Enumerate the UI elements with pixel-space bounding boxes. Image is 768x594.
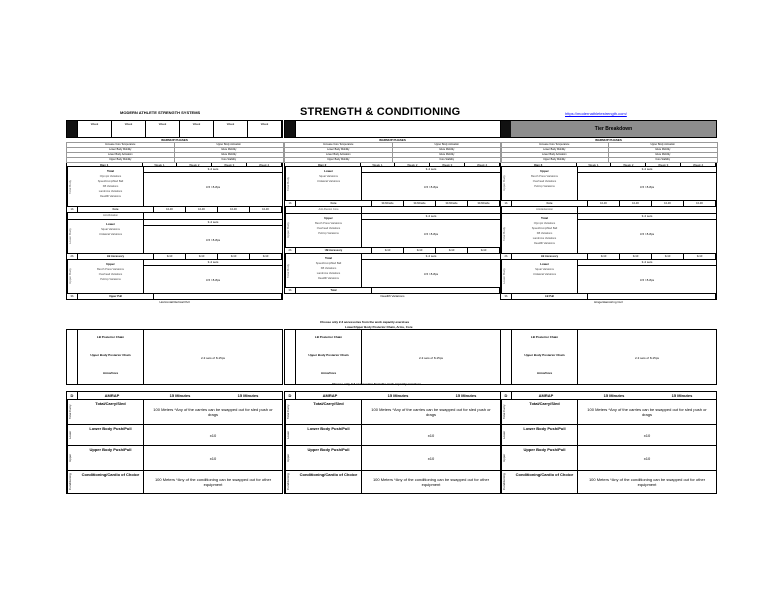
finisher-rx: 100 Meters *Any of the carries can be swapped out for sled push or drags: [587, 407, 707, 417]
column-header: [284, 120, 501, 138]
exercise-item: KB Variations: [102, 185, 119, 188]
week-value: 3x10: [154, 254, 186, 259]
week-value: 10-30: [218, 207, 250, 212]
exercise-item: Landmine Variations: [316, 272, 341, 275]
exercise-item: Pull-Up Variations: [534, 185, 555, 188]
exercise-block: [284, 214, 501, 248]
day-column: [66, 120, 283, 491]
sets-rx: 3-4 sets: [144, 220, 282, 226]
warmup-cell: Lower Body Mobility: [284, 147, 394, 153]
finisher-rx: x10: [209, 432, 217, 438]
finisher-row: [67, 400, 282, 425]
block-num: 1b: [501, 201, 512, 206]
block-name: Total: [541, 216, 548, 220]
finisher-row: [285, 400, 500, 425]
block-num: 2b: [501, 254, 512, 259]
sets-rx: 3-4 sets: [362, 214, 500, 220]
exercise-item: Deadlift Variations: [318, 277, 339, 280]
brand-name: MODERN ATHLETE STRENGTH SYSTEMS: [120, 110, 201, 115]
finisher-row: [501, 425, 716, 446]
exercise-item: Anti-Rotation: [103, 214, 118, 217]
sets-rx: 3-4 sets: [144, 167, 282, 173]
finisher-block: [66, 391, 283, 494]
finisher-name: Lower Body Push/Pull: [296, 425, 362, 445]
finisher-rx: x10: [643, 455, 651, 461]
warmup-cell: Glute Mobility: [392, 152, 502, 158]
finisher-label: Lower: [67, 425, 78, 445]
exercise-item: Anti-Flexion Core: [318, 208, 339, 211]
day-row-cell: Week 1: [143, 163, 178, 166]
finisher-name: Conditioning/Cardio of Choice: [296, 471, 362, 493]
week-value: 30-60/side: [468, 201, 500, 206]
week-value: 10-30: [154, 207, 186, 212]
finisher-block: [500, 391, 717, 494]
reps-rx: 3-5 / 8-8ps: [639, 278, 655, 282]
week-value: 3x10: [468, 248, 500, 253]
block-name: UB Accessory: [296, 248, 372, 253]
reps-rx: 3-5 / 8-8ps: [205, 185, 221, 189]
exercise-item: Speed/Jump/Med Ball: [315, 262, 342, 265]
exercise-item: Squat Variations: [101, 228, 120, 231]
day-row-cell: Week 3: [212, 163, 247, 166]
header-side: [501, 121, 511, 137]
block-label: Upper Body: [67, 260, 78, 293]
warmup-cell: Glute Mobility: [174, 152, 284, 158]
sets-rx: 3-4 sets: [578, 167, 716, 173]
reps-rx: 3-5 / 8-8ps: [205, 238, 221, 242]
block-items: [66, 213, 283, 220]
warmup-cell: Core Stability: [174, 157, 284, 163]
block-name: Total: [296, 288, 372, 293]
finisher-rx: x10: [643, 432, 651, 438]
exercise-item: KB Variations: [320, 267, 337, 270]
finisher-name: Lower Body Push/Pull: [78, 425, 144, 445]
block-label: Upper Body: [285, 214, 296, 247]
finisher-rx: 100 Meters *Any of the carries can be swapped out for sled push or drags: [371, 407, 491, 417]
week-header-cell: Week: [146, 121, 180, 137]
day-row-cell: Week 4: [465, 163, 500, 166]
finisher-rx: 100 Meters *Any of the conditioning can be swapped out for other equipment: [372, 477, 490, 487]
exercise-item: Speed/Jump/Med Ball: [531, 227, 558, 230]
finisher-label: Upper: [501, 446, 512, 470]
block-name: Core: [296, 201, 372, 206]
accessory-block: [284, 329, 501, 385]
accessory-item: LB Posterior Chain: [314, 335, 343, 339]
finisher-header-cell: D: [501, 392, 512, 399]
block-num: 2b: [67, 254, 78, 259]
accessory-rx: 2-3 sets of 8-15ps: [200, 356, 225, 360]
reps-rx: 3-5 / 8-8ps: [423, 272, 439, 276]
exercise-block: [500, 260, 717, 294]
warmup-row: [500, 157, 717, 162]
phase-title: WARMUP PHASES: [161, 138, 188, 142]
block-name: Lower: [106, 222, 115, 226]
phase-title: WARMUP PHASES: [379, 138, 406, 142]
finisher-rx: x10: [427, 455, 435, 461]
finisher-label: Upper: [285, 446, 296, 470]
warmup-cell: Lower Body Mobility: [66, 147, 176, 153]
warmup-cell: Increase Core Temperature: [500, 142, 610, 148]
accessory-rx: 2-3 sets of 8-15ps: [418, 356, 443, 360]
exercise-item: Overhead Variations: [98, 273, 123, 276]
block-name: Upper: [540, 169, 549, 173]
block-label: Total Body: [285, 167, 296, 200]
block-name: Lower: [540, 262, 549, 266]
week-value: 3x10: [588, 254, 620, 259]
finisher-row: [501, 446, 716, 471]
day-row-cell: Week 2: [177, 163, 212, 166]
week-value: 3x10: [620, 254, 652, 259]
block-items: [500, 207, 717, 214]
warmup-cell: Increase Core Temperature: [66, 142, 176, 148]
warmup-row: [284, 157, 501, 162]
finisher-label: Conditioning: [285, 471, 296, 493]
exercise-item: Landmine Variations: [532, 237, 557, 240]
day-row-cell: Week 4: [681, 163, 716, 166]
exercise-item: Pull-Up Variations: [100, 278, 121, 281]
week-value: 3x10: [436, 248, 468, 253]
warmup-cell: Upper Body Mobility: [66, 157, 176, 163]
warmup-cell: Lower Body Mobility: [500, 147, 610, 153]
week-value: 10-30: [652, 201, 684, 206]
exercise-item: Bench Press Variations: [531, 175, 558, 178]
warmup-cell: Glute Mobility: [608, 147, 718, 153]
finisher-name: Upper Body Push/Pull: [512, 446, 578, 470]
warmup-cell: Lower Body Activation: [500, 152, 610, 158]
block-num: 3b: [285, 288, 296, 293]
week-value: 3x10: [186, 254, 218, 259]
sets-rx: 3-4 sets: [144, 260, 282, 266]
exercise-item: Deadlift Variations: [534, 242, 555, 245]
block-name: Core: [78, 207, 154, 212]
exercise-item: Olympic Variations: [533, 222, 556, 225]
finisher-row: [285, 425, 500, 446]
finisher-header-cell: 15 Minutes: [169, 393, 191, 398]
exercise-item: Deadlift Variations: [380, 294, 405, 298]
finisher-row: [67, 471, 282, 493]
exercise-item: Unilateral Variations: [98, 233, 123, 236]
block-label: Upper Body: [501, 167, 512, 200]
finisher-label: Total Carry: [67, 400, 78, 424]
finisher-rx: x10: [209, 455, 217, 461]
finisher-label: Conditioning: [67, 471, 78, 493]
exercise-item: Deadlift Variations: [100, 195, 121, 198]
block-name: LB Accessory: [78, 254, 154, 259]
week-value: 10-30: [186, 207, 218, 212]
warmup-row: [66, 157, 283, 162]
block-label: Total Body: [285, 254, 296, 287]
week-header-cell: Week: [112, 121, 146, 137]
header-side: [285, 121, 295, 137]
accessory-sub-note: Lower/Upper Body Posterior Chain, Arms, Core: [345, 325, 413, 329]
day-row-cell: Week 3: [646, 163, 681, 166]
day-column: [500, 120, 717, 491]
finisher-row: [501, 400, 716, 425]
accessory-item: Arms/Core: [102, 371, 119, 375]
week-header-cell: Week: [78, 121, 112, 137]
exercise-item: Bench Press Variations: [315, 222, 342, 225]
block-label: Total Body: [501, 214, 512, 253]
accessory-item: Upper Body Posterior Chain: [90, 353, 131, 357]
finisher-header-cell: AMRAP: [538, 393, 554, 398]
finisher-header-cell: 15 Minutes: [671, 393, 693, 398]
week-value: 30-60/side: [436, 201, 468, 206]
finisher-name: Total/Carry/Sled: [512, 400, 578, 424]
block-num: 3b: [501, 294, 512, 299]
finisher-label: Lower: [285, 425, 296, 445]
website-link[interactable]: https://modernathletestrength.com/: [565, 111, 627, 116]
accessory-item: Upper Body Posterior Chain: [524, 353, 565, 357]
block-name: Core: [512, 201, 588, 206]
finisher-header-cell: D: [285, 392, 296, 399]
finisher-name: Conditioning/Cardio of Choice: [512, 471, 578, 493]
accessory-rx: 2-3 sets of 8-15ps: [634, 356, 659, 360]
block-num: 3b: [67, 294, 78, 299]
week-header-cell: Week: [248, 121, 282, 137]
exercise-item: Squat Variations: [319, 175, 338, 178]
warmup-cell: Core Stability: [608, 157, 718, 163]
exercise-item: Unilateral Variations: [532, 273, 557, 276]
block-num: 1b: [285, 201, 296, 206]
finisher-rx: 100 Meters *Any of the conditioning can be swapped out for other equipment: [588, 477, 706, 487]
header-side: [67, 121, 77, 137]
block-label: Lower Body: [67, 220, 78, 253]
finisher-label: Total Carry: [285, 400, 296, 424]
warmup-cell: Upper Body Activation: [608, 142, 718, 148]
accessory-block: [66, 329, 283, 385]
exercise-block: [66, 220, 283, 254]
block-num: 1b: [67, 207, 78, 212]
day-row-cell: Week 2: [611, 163, 646, 166]
exercise-item: Overhead Variations: [532, 180, 557, 183]
warmup-cell: Upper Body Mobility: [284, 157, 394, 163]
warmup-cell: Glute Mobility: [174, 147, 284, 153]
column-header: [500, 120, 717, 138]
exercise-item: Overhead Variations: [316, 227, 341, 230]
reps-rx: 3-5 / 8-8ps: [639, 185, 655, 189]
week-value: 3x10: [652, 254, 684, 259]
sets-rx: 3-4 sets: [578, 214, 716, 220]
reps-rx: 3-5 / 8-8ps: [423, 185, 439, 189]
week-value: 30-60/side: [372, 201, 404, 206]
exercise-item: Landmine Variations: [98, 190, 123, 193]
finisher-label: Conditioning: [501, 471, 512, 493]
day-row-cell: Week 2: [395, 163, 430, 166]
block-name: Lower: [324, 169, 333, 173]
reps-rx: 3-5 / 8-8ps: [205, 278, 221, 282]
finisher-row: [501, 471, 716, 493]
week-value: 3x10: [218, 254, 250, 259]
exercise-item: Hinge/Hamstring Curl: [594, 300, 623, 304]
warmup-cell: Core Stability: [392, 157, 502, 163]
warmup-cell: Increase Core Temperature: [284, 142, 394, 148]
day-row-cell: Week 3: [430, 163, 465, 166]
warmup-cell: Upper Body Mobility: [500, 157, 610, 163]
warmup-cell: Glute Mobility: [608, 152, 718, 158]
reps-rx: 3-5 / 8-8ps: [423, 232, 439, 236]
finisher-rx: 100 Meters *Any of the carries can be swapped out for sled push or drags: [153, 407, 273, 417]
exercise-block: [66, 167, 283, 207]
finisher-rx: 100 Meters *Any of the conditioning can be swapped out for other equipment: [154, 477, 272, 487]
accessory-note: Choose only 2-3 accessories from the work capacity exercises: [320, 320, 410, 324]
week-header-cell: Week: [214, 121, 248, 137]
finisher-name: Total/Carry/Sled: [296, 400, 362, 424]
finisher-header-cell: D: [67, 392, 78, 399]
exercise-item: Anti-Extension: [536, 208, 553, 211]
block-name: Total: [107, 169, 114, 173]
day-row-cell: Day 2: [285, 163, 361, 166]
week-value: 10-30: [250, 207, 282, 212]
warmup-cell: Upper Body Activation: [174, 142, 284, 148]
exercise-item: Speed/Jump/Med Ball: [97, 180, 124, 183]
block-label: Lower Body: [501, 260, 512, 293]
exercise-block: [500, 214, 717, 254]
exercise-block: [284, 167, 501, 201]
block-name: Upper: [324, 216, 333, 220]
finisher-header-cell: AMRAP: [104, 393, 120, 398]
accessory-item: LB Posterior Chain: [96, 335, 125, 339]
week-value: 3x10: [372, 248, 404, 253]
exercise-item: KB Variations: [536, 232, 553, 235]
day-row-cell: Week 1: [577, 163, 612, 166]
finisher-header-cell: AMRAP: [322, 393, 338, 398]
finisher-block: [284, 391, 501, 494]
phase-title: WARMUP PHASES: [595, 138, 622, 142]
finisher-row: [67, 425, 282, 446]
week-value: 10-30: [588, 201, 620, 206]
sets-rx: 3-4 sets: [578, 260, 716, 266]
finisher-name: Total/Carry/Sled: [78, 400, 144, 424]
accessory-item: Arms/Core: [320, 371, 337, 375]
exercise-item: Unilateral Variations: [316, 180, 341, 183]
finisher-label: Upper: [67, 446, 78, 470]
week-value: 30-60/side: [404, 201, 436, 206]
finisher-header-cell: 15 Minutes: [387, 393, 409, 398]
finisher-label: Lower: [501, 425, 512, 445]
exercise-block: [500, 167, 717, 201]
finisher-name: Lower Body Push/Pull: [512, 425, 578, 445]
block-name: Total: [325, 256, 332, 260]
accessory-item: Upper Body Posterior Chain: [308, 353, 349, 357]
block-label: Total Body: [67, 167, 78, 206]
page-title: STRENGTH & CONDITIONING: [300, 106, 461, 118]
finisher-row: [67, 446, 282, 471]
week-value: 3x10: [684, 254, 716, 259]
accessory-item: LB Posterior Chain: [530, 335, 559, 339]
block-items: [284, 207, 501, 214]
finisher-label: Total Carry: [501, 400, 512, 424]
day-row-cell: Week 1: [361, 163, 396, 166]
block-name: Upper: [106, 262, 115, 266]
block-name: LB Pull: [512, 294, 588, 299]
week-header-cell: Week: [180, 121, 214, 137]
week-value: 10-30: [684, 201, 716, 206]
sets-rx: 3-4 sets: [362, 254, 500, 260]
exercise-block: [66, 260, 283, 294]
finisher-name: Conditioning/Cardio of Choice: [78, 471, 144, 493]
sets-rx: 3-4 sets: [362, 167, 500, 173]
finisher-name: Upper Body Push/Pull: [296, 446, 362, 470]
day-row-cell: Day 3: [501, 163, 577, 166]
block-num: 2b: [285, 248, 296, 253]
finisher-header-cell: 15 Minutes: [237, 393, 259, 398]
day-row-cell: Week 4: [247, 163, 282, 166]
tier-breakdown: Tier Breakdown: [511, 121, 716, 137]
week-value: 3x10: [250, 254, 282, 259]
finisher-note: Choose only 2-3 accessories from the work capacity exercises: [332, 382, 422, 386]
finisher-rx: x10: [427, 432, 435, 438]
exercise-item: Pull-Up Variations: [318, 232, 339, 235]
accessory-item: Arms/Core: [536, 371, 553, 375]
exercise-item: Bench Press Variations: [97, 268, 124, 271]
reps-rx: 3-5 / 8-8ps: [639, 232, 655, 236]
finisher-header-cell: 15 Minutes: [455, 393, 477, 398]
warmup-cell: Upper Body Activation: [392, 142, 502, 148]
warmup-cell: Lower Body Activation: [284, 152, 394, 158]
exercise-block: [284, 254, 501, 288]
finisher-name: Upper Body Push/Pull: [78, 446, 144, 470]
warmup-cell: Glute Mobility: [392, 147, 502, 153]
finisher-header-cell: 15 Minutes: [603, 393, 625, 398]
day-row-cell: Day 1: [67, 163, 143, 166]
exercise-item: Horizontal/Vertical Pull: [159, 300, 190, 304]
exercise-item: Squat Variations: [535, 268, 554, 271]
week-value: 3x10: [404, 248, 436, 253]
exercise-item: Olympic Variations: [99, 175, 122, 178]
block-name: LB Accessory: [512, 254, 588, 259]
accessory-block: [500, 329, 717, 385]
week-value: 10-30: [620, 201, 652, 206]
finisher-row: [285, 471, 500, 493]
finisher-row: [285, 446, 500, 471]
column-header: [66, 120, 283, 138]
warmup-cell: Lower Body Activation: [66, 152, 176, 158]
block-name: Upper Pull: [78, 294, 154, 299]
